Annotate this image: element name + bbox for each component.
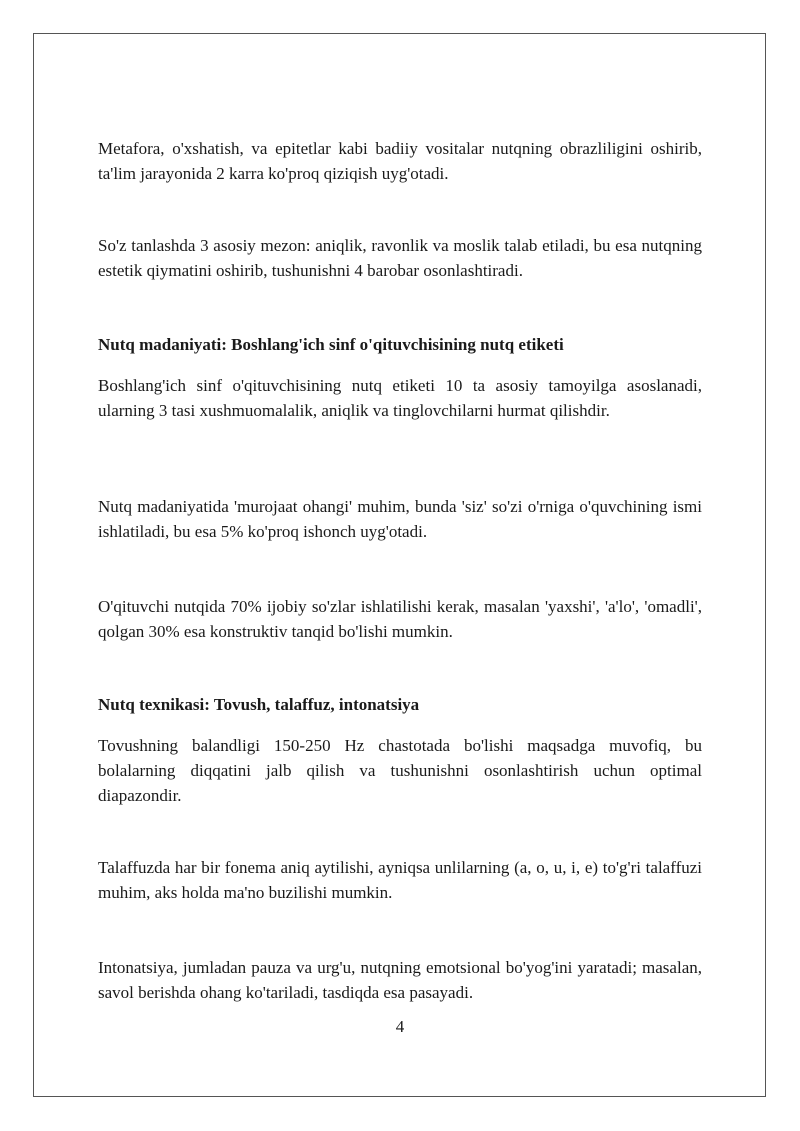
paragraph-talaffuz: Talaffuzda har bir fonema aniq aytilishi, ayniqsa unlilarning (a, o, u, i, e) to'g'ri talaffuzi muhim, aks holda ma'no buzilishi mumkin. <box>98 858 702 902</box>
paragraph-soz-tanlash: So'z tanlashda 3 asosiy mezon: aniqlik, ravonlik va moslik talab etiladi, bu esa nutqning estetik qiymatini oshirib, tushunishni 4 barobar osonlashtiradi. <box>98 236 702 280</box>
section-heading-nutq-texnikasi: Nutq texnikasi: Tovush, talaffuz, intonatsiya <box>98 695 420 714</box>
paragraph-tovush-balandligi: Tovushning balandligi 150-250 Hz chastotada bo'lishi maqsadga muvofiq, bu bolalarning diqqatini jalb qilish va tushunishni osonlashtirish uchun optimal diapazondir. <box>98 736 702 805</box>
paragraph-ijobiy-sozlar: O'qituvchi nutqida 70% ijobiy so'zlar ishlatilishi kerak, masalan 'yaxshi', 'a'lo', 'omadli', qolgan 30% esa konstruktiv tanqid bo'lishi mumkin. <box>98 597 702 641</box>
paragraph-metafora: Metafora, o'xshatish, va epitetlar kabi badiiy vositalar nutqning obrazliligini oshirib, ta'lim jarayonida 2 karra ko'proq qiziqish uyg'otadi. <box>98 139 702 183</box>
paragraph-intonatsiya: Intonatsiya, jumladan pauza va urg'u, nutqning emotsional bo'yog'ini yaratadi; masalan, savol berishda ohang ko'tariladi, tasdiqda esa pasayadi. <box>98 958 702 1002</box>
page-border <box>33 33 766 1097</box>
paragraph-nutq-etiketi: Boshlang'ich sinf o'qituvchisining nutq etiketi 10 ta asosiy tamoyilga asoslanadi, ularning 3 tasi xushmuomalalik, aniqlik va tinglovchilarni hurmat qilishdir. <box>98 376 702 420</box>
paragraph-murojaat-ohangi: Nutq madaniyatida 'murojaat ohangi' muhim, bunda 'siz' so'zi o'rniga o'quvchining ismi ishlatiladi, bu esa 5% ko'proq ishonch uyg'otadi. <box>98 497 702 541</box>
section-heading-nutq-madaniyati: Nutq madaniyati: Boshlang'ich sinf o'qituvchisining nutq etiketi <box>98 335 564 354</box>
page-number: 4 <box>395 1017 405 1036</box>
